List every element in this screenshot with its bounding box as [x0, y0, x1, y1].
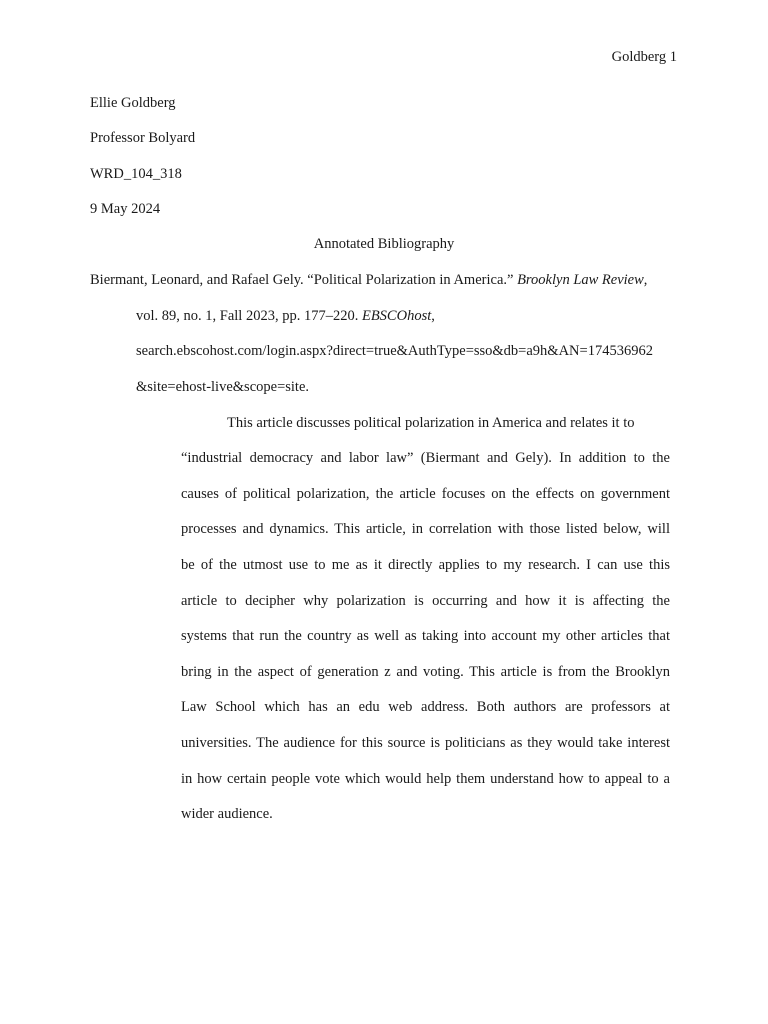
- citation-authors-title: Biermant, Leonard, and Rafael Gely. “Political Polarization in America.”: [90, 272, 518, 288]
- citation-punctuation: ,: [643, 272, 648, 288]
- annotation-line-11: in how certain people vote which would help them understand how to appeal to a: [181, 771, 670, 787]
- citation-journal: Brooklyn Law Review: [517, 272, 644, 288]
- citation-line-2: [136, 306, 435, 326]
- annotation-line-1: This article discusses political polarization in America and relates it to: [227, 415, 635, 431]
- annotation-line-7: systems that run the country as well as taking into account my other articles that: [181, 628, 670, 644]
- citation-url-line-1: search.ebscohost.com/login.aspx?direct=true&AuthType=sso&db=a9h&AN=174536962: [136, 343, 653, 359]
- annotation-line-6: article to decipher why polarization is occurring and how it is affecting the: [181, 593, 670, 609]
- citation-volume-pages: vol. 89, no. 1, Fall 2023, pp. 177–220.: [136, 308, 362, 324]
- annotation-line-3: causes of political polarization, the article focuses on the effects on government: [181, 486, 670, 502]
- page-title: Annotated Bibliography: [313, 236, 455, 252]
- annotation-line-4: processes and dynamics. This article, in correlation with those listed below, will: [181, 521, 670, 537]
- author-name: Ellie Goldberg: [90, 95, 176, 111]
- annotation-line-5: be of the utmost use to me as it directly applies to my research. I can use this: [181, 557, 670, 573]
- annotation-line-10: universities. The audience for this source is politicians as they would take interest: [181, 735, 670, 751]
- paper-date: 9 May 2024: [90, 201, 161, 217]
- citation-punctuation: ,: [431, 308, 435, 324]
- annotation-line-8: bring in the aspect of generation z and voting. This article is from the Brooklyn: [181, 664, 670, 680]
- running-head: Goldberg 1: [611, 49, 677, 65]
- citation-url-line-2: &site=ehost-live&scope=site.: [136, 379, 310, 395]
- professor-name: Professor Bolyard: [90, 130, 196, 146]
- annotation-line-12: wider audience.: [181, 806, 273, 822]
- course-code: WRD_104_318: [90, 166, 182, 182]
- citation-line-1: [90, 270, 647, 290]
- annotation-line-2: “industrial democracy and labor law” (Biermant and Gely). In addition to the: [181, 450, 670, 466]
- annotation-line-9: Law School which has an edu web address. Both authors are professors at: [181, 699, 670, 715]
- citation-database: EBSCOhost: [361, 308, 432, 324]
